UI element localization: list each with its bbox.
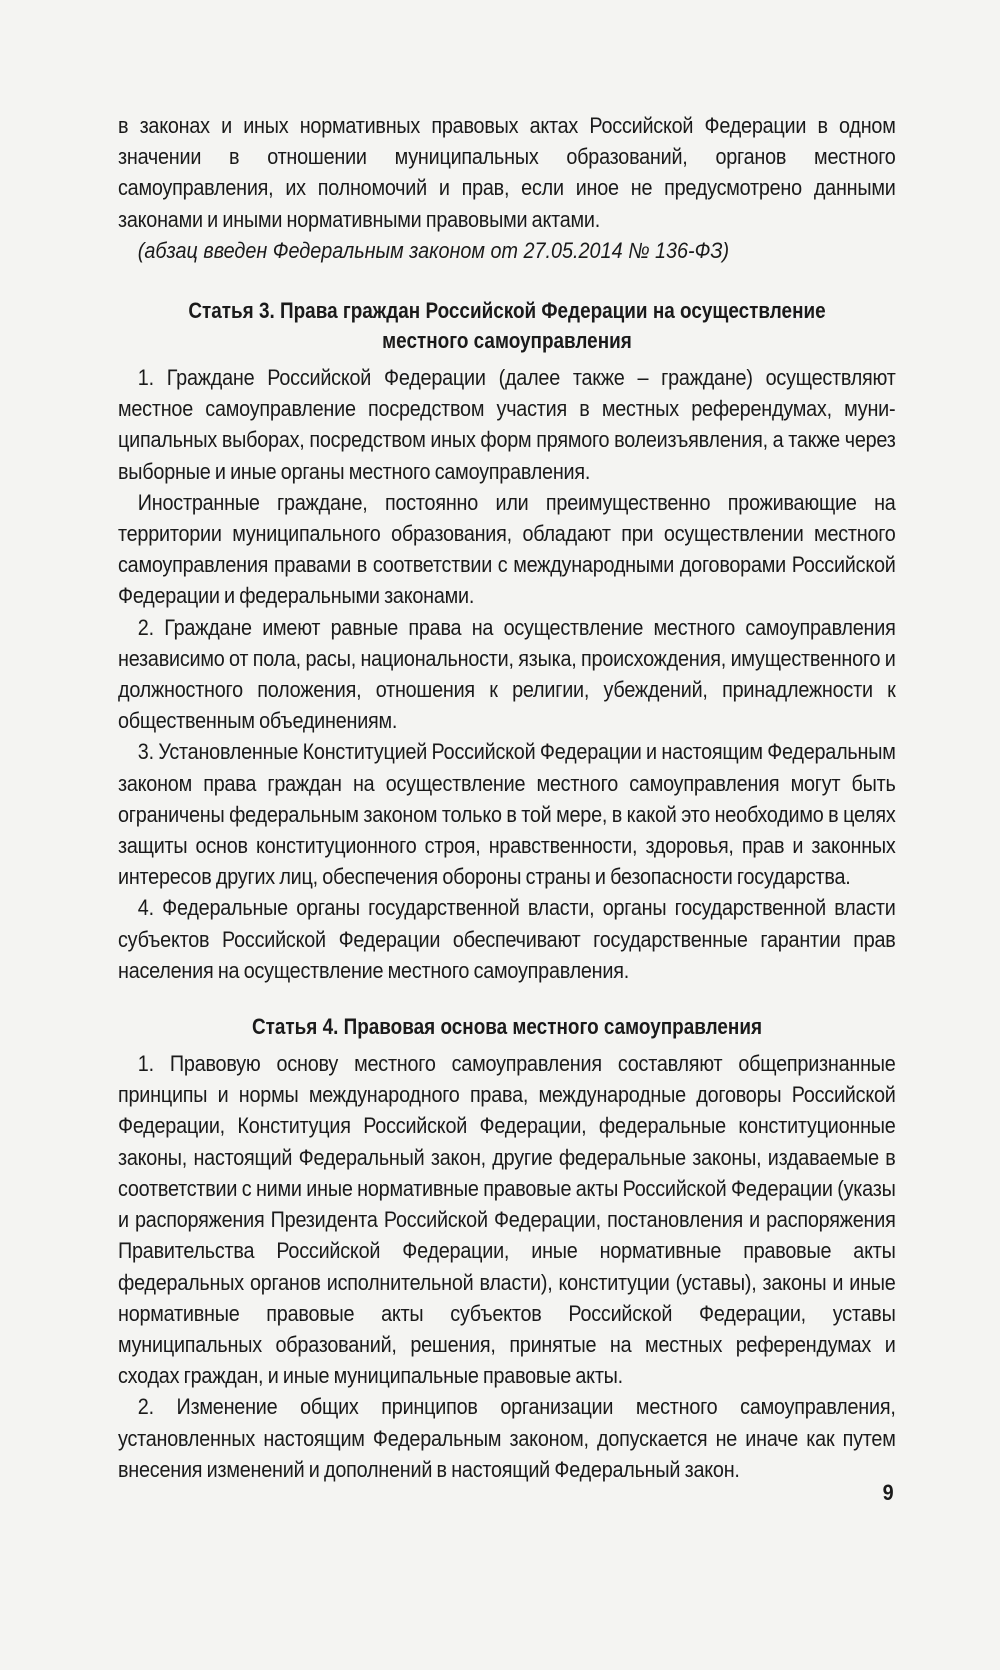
article-4-title: Статья 4. Правовая основа местного самоуправления — [251, 1014, 763, 1040]
article-3-title-line-2: местного самоуправления — [382, 328, 632, 354]
article-3-title-line-1: Статья 3. Права граждан Российской Федерации на осуществление — [188, 298, 826, 324]
page-content — [118, 110, 896, 1485]
article-3-paragraph-foreign-citizens: Иностранные граждане, постоянно или преимущественно проживающие на территории муниципального образования, обладают при осуществлении местного самоуправления правами в соответствии с международными договорами Российской Федерации и федеральными законами. — [118, 489, 896, 609]
article-3-paragraph-4: 4. Федеральные органы государственной власти, органы государственной власти субъектов Российской Федерации обеспечивают государственные гарантии прав населения на осуществление местного самоуправления. — [118, 895, 896, 983]
article-3-paragraph-2: 2. Граждане имеют равные права на осуществление местного самоуправления независимо от пола, расы, национальности, языка, происхождения, имущественного и должностного положения, отношения к религии, убеждений, принадлежности к общественным объединениям. — [118, 614, 896, 734]
amendment-note: (абзац введен Федеральным законом от 27.05.2014 № 136-ФЗ) — [137, 237, 730, 263]
page-number: 9 — [882, 1480, 894, 1505]
article-4-paragraph-2: 2. Изменение общих принципов организации местного самоуправления, установленных настоящим Федеральным законом, допускается не иначе как путем внесения изменений и дополнений в настоящий Федеральный закон. — [118, 1394, 896, 1482]
intro-paragraph: в законах и иных нормативных правовых актах Российской Федерации в одном значении в отношении муниципальных образований, органов местного самоуправления, их полномочий и прав, если иное не предусмотрено данными законами и иными нормативными правовыми актами. — [118, 113, 896, 232]
article-3-paragraph-1: 1. Граждане Российской Федерации (далее также – граждане) осуществляют местное самоуправление посредством участия в местных референдумах, муниципальных выборах, посредством иных форм прямого волеизъявления, а также через выборные и иные органы местного самоуправления. — [118, 365, 896, 484]
article-4-paragraph-1: 1. Правовую основу местного самоуправления составляют общепризнанные принципы и нормы международного права, международные договоры Российской Федерации, Конституция Российской Федерации, федеральные конституционные законы, настоящий Федеральный закон, другие федеральные законы, издаваемые в соответствии с ними иные нормативные правовые акты Российской Федерации (указы и распоряжения Президента Российской Федерации, постановления и распоряжения Правительства Российской Федерации, иные нормативные правовые акты федеральных органов исполнительной власти), конституции (уставы), законы и иные нормативные правовые акты субъектов Российской Федерации, уставы муниципальных образований, решения, принятые на местных референдумах и сходах граждан, и иные муниципальные правовые акты. — [118, 1051, 896, 1389]
article-3-heading — [118, 296, 896, 356]
article-3-paragraph-3: 3. Установленные Конституцией Российской Федерации и настоящим Федеральным законом права граждан на осуществление местного самоуправления могут быть ограничены федеральным законом только в той мере, в какой это необходимо в целях защиты основ конституционного строя, нравственности, здоровья, прав и законных интересов других лиц, обеспечения обороны страны и безопасности государства. — [118, 739, 896, 890]
